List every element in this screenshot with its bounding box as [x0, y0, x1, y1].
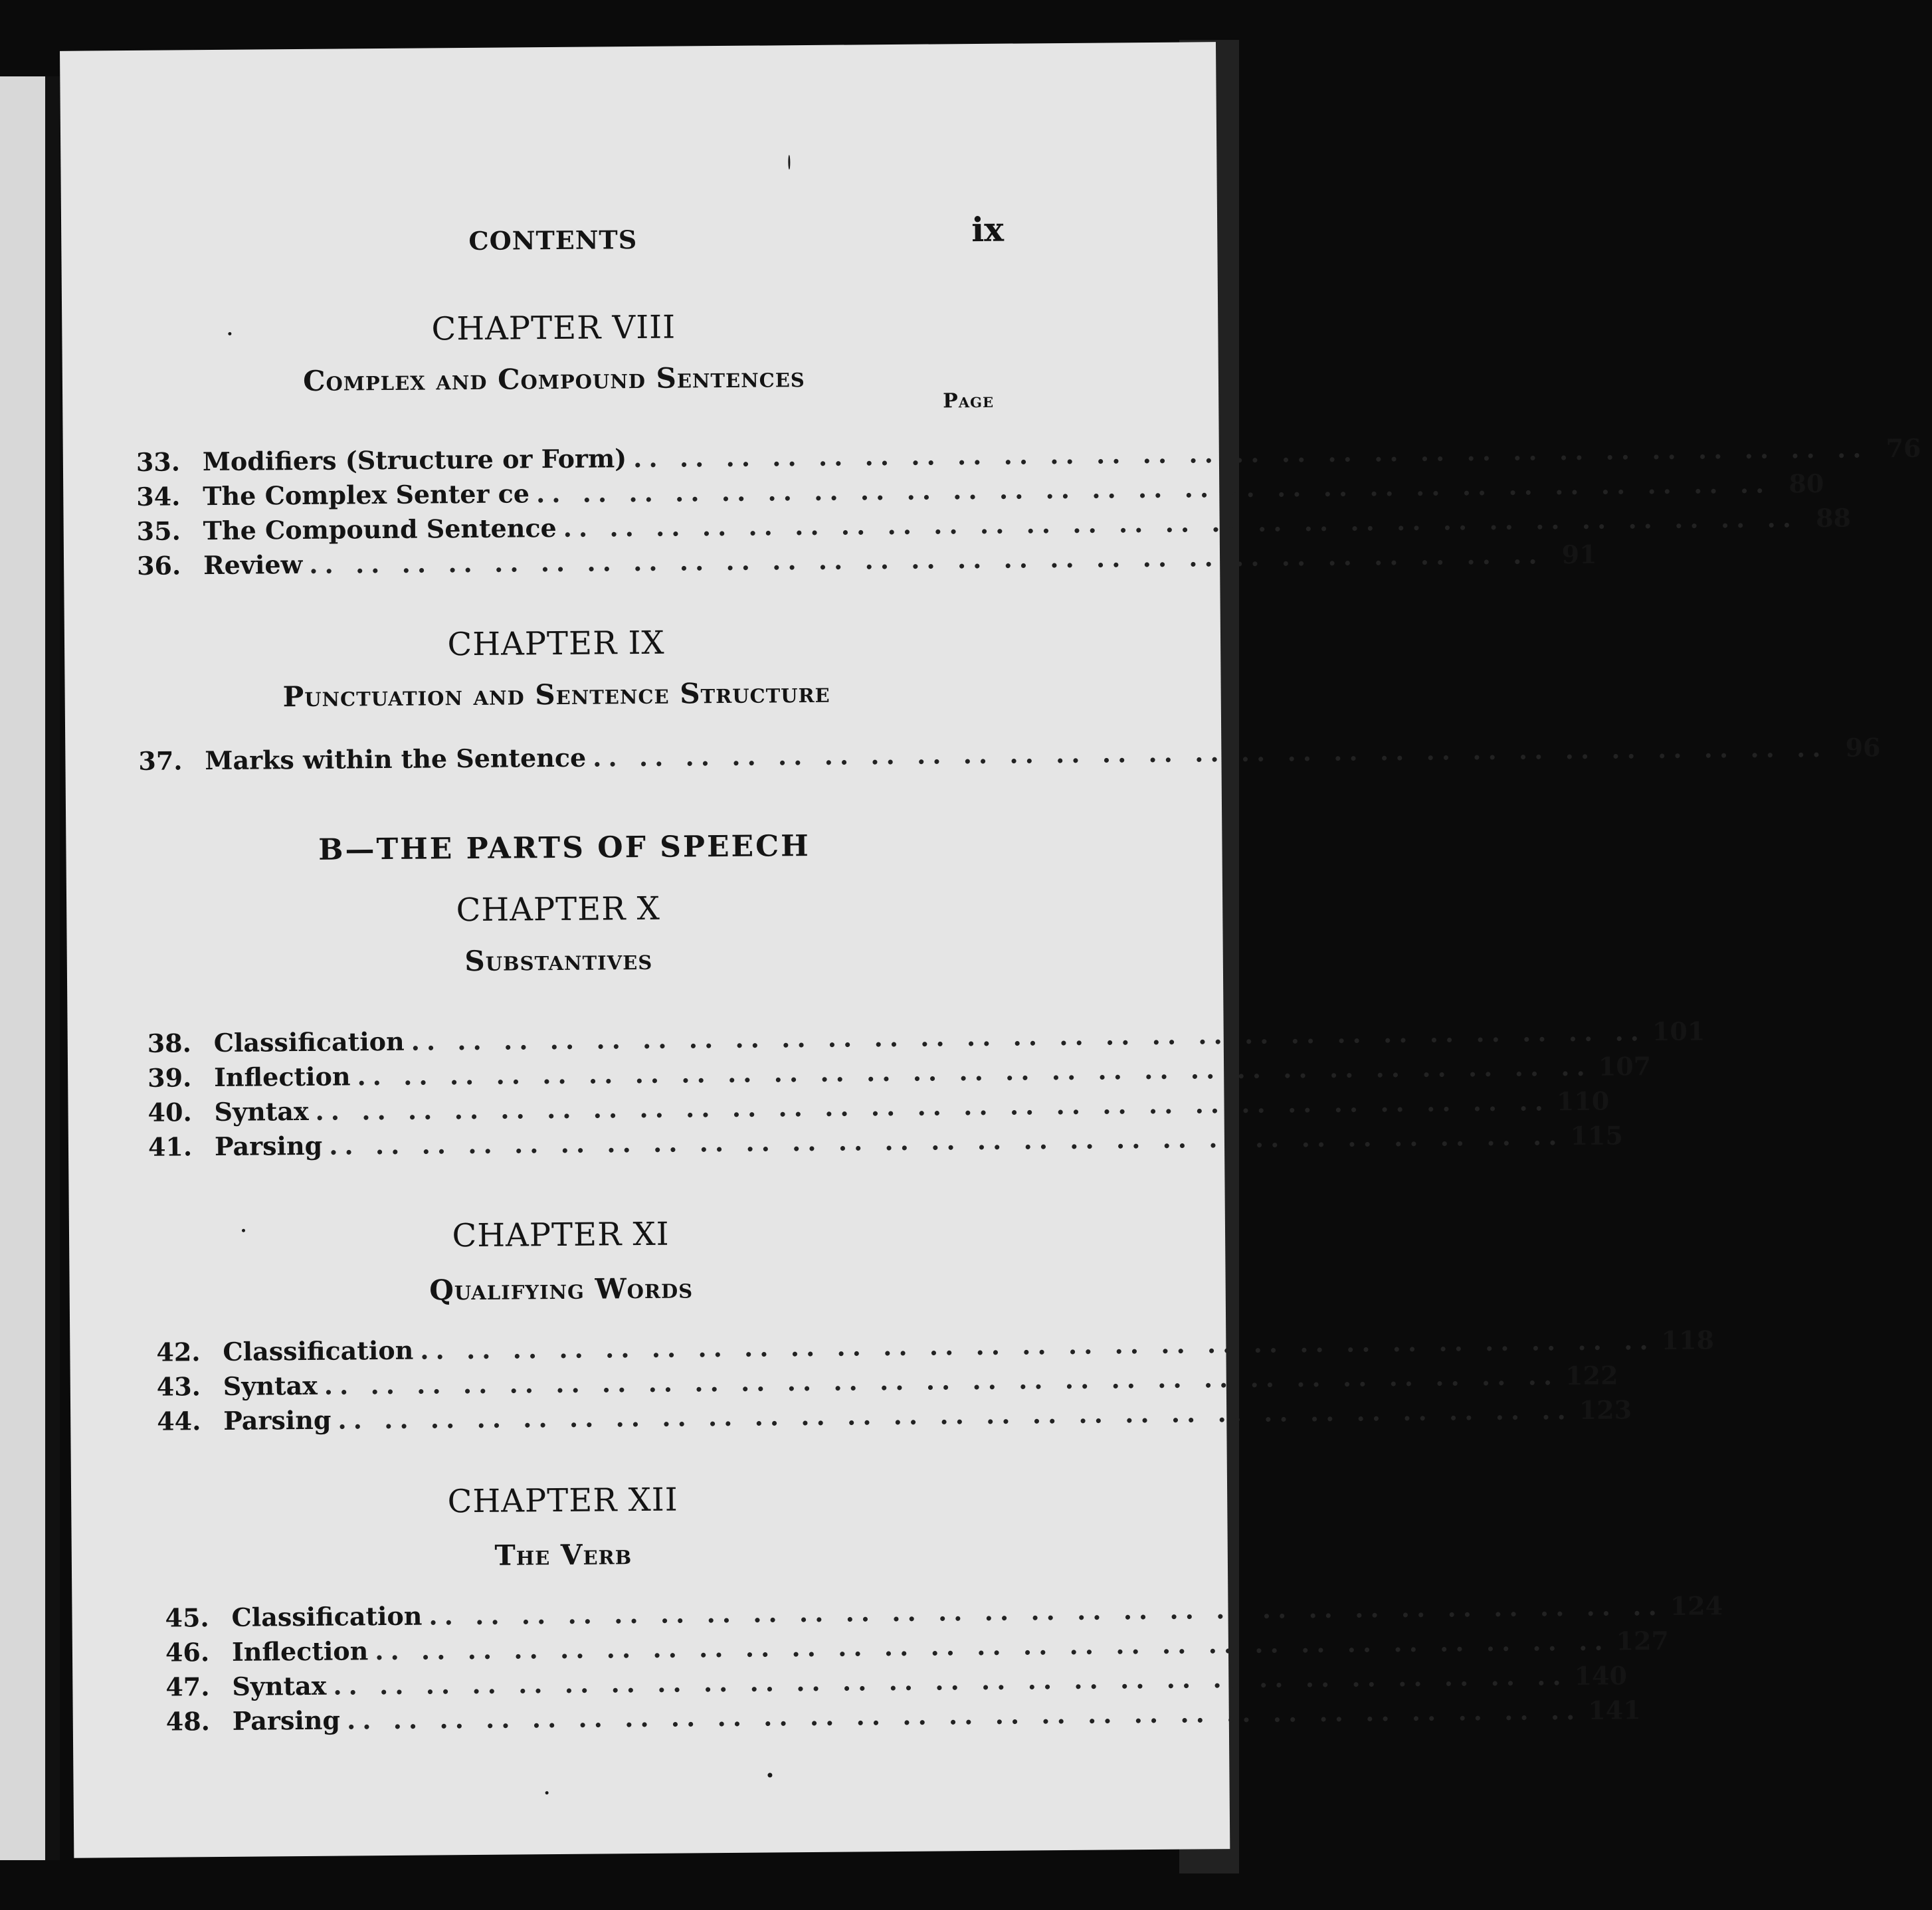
- section-title: Syntax: [223, 1370, 318, 1401]
- section-title: Inflection: [213, 1061, 351, 1093]
- dot-leader: .. .. .. .. .. .. .. .. .. .. .. .. .. .. .. .. .. .. .. .. .. .. .. .. .. .. ..: [333, 1661, 1568, 1701]
- section-number: 40.: [147, 1097, 192, 1127]
- toc-entry[interactable]: [136, 539, 1597, 581]
- dot-leader: .. .. .. .. .. .. .. .. .. .. .. .. .. .. .. .. .. .. .. .. .. .. .. .. .. .. ..: [375, 1626, 1610, 1666]
- dot-leader: .. .. .. .. .. .. .. .. .. .. .. .. .. .. .. .. .. .. .. .. .. .. .. .. .. .. ..: [632, 433, 1868, 474]
- chapter-12-title: CHAPTER XII: [447, 1481, 678, 1521]
- running-head: CONTENTS: [468, 225, 638, 256]
- toc-entry[interactable]: [157, 1394, 1632, 1436]
- contents-page: [60, 42, 1921, 1858]
- section-title: Marks within the Sentence: [205, 742, 587, 776]
- dot-leader: .. .. .. .. .. .. .. .. .. .. .. .. .. .. .. .. .. .. .. .. .. .. .. .. .. .. ..: [563, 503, 1798, 543]
- dot-leader: .. .. .. .. .. .. .. .. .. .. .. .. .. .. .. .. .. .. .. .. .. .. .. .. .. .. ..: [346, 1695, 1582, 1735]
- chapter-10-subtitle: Substantives: [464, 943, 653, 978]
- toc-entry[interactable]: [165, 1695, 1641, 1737]
- dot-leader: .. .. .. .. .. .. .. .. .. .. .. .. .. .. .. .. .. .. .. .. .. .. .. .. .. .. ..: [420, 1325, 1655, 1365]
- section-number: 36.: [136, 550, 181, 581]
- section-title: Syntax: [232, 1670, 327, 1701]
- section-title: Parsing: [232, 1705, 341, 1736]
- section-title: The Compound Sentence: [203, 512, 557, 546]
- scan-speck: [228, 332, 231, 335]
- dot-leader: .. .. .. .. .. .. .. .. .. .. .. .. .. .. .. .. .. .. .. .. .. .. .. .. .. .. ..: [329, 1121, 1564, 1161]
- page-ref: 127: [1616, 1625, 1670, 1656]
- book-gutter: [45, 76, 60, 1860]
- chapter-8-subtitle: Complex and Compound Sentences: [302, 361, 805, 397]
- chapter-11-title: CHAPTER XI: [452, 1215, 670, 1255]
- section-number: 44.: [157, 1406, 201, 1436]
- page-ref: 96: [1845, 732, 1881, 763]
- section-title: Review: [203, 549, 303, 581]
- section-title: Parsing: [214, 1130, 323, 1162]
- toc-entry[interactable]: [147, 1120, 1624, 1162]
- dot-leader: .. .. .. .. .. .. .. .. .. .. .. .. .. .. .. .. .. .. .. .. .. .. .. .. .. .. ..: [593, 732, 1828, 773]
- dot-leader: .. .. .. .. .. .. .. .. .. .. .. .. .. .. .. .. .. .. .. .. .. .. .. .. .. .. ..: [357, 1051, 1592, 1092]
- section-title: Modifiers (Structure or Form): [202, 443, 627, 477]
- page-ref: 123: [1579, 1394, 1632, 1425]
- page-column-head: Page: [943, 389, 995, 413]
- dot-leader: .. .. .. .. .. .. .. .. .. .. .. .. .. .. .. .. .. .. .. .. .. .. .. .. .. .. ..: [535, 468, 1771, 509]
- section-number: 42.: [156, 1337, 201, 1367]
- scan-speck: [242, 1229, 245, 1232]
- section-number: 39.: [147, 1062, 192, 1093]
- page-ref: 140: [1574, 1660, 1628, 1691]
- page-number: ix: [971, 209, 1005, 250]
- page-ref: 107: [1598, 1051, 1652, 1082]
- section-title: Classification: [231, 1600, 423, 1632]
- section-title: Parsing: [223, 1404, 332, 1436]
- chapter-9-title: CHAPTER IX: [447, 624, 665, 664]
- section-number: 45.: [165, 1602, 209, 1633]
- dot-leader: .. .. .. .. .. .. .. .. .. .. .. .. .. .. .. .. .. .. .. .. .. .. .. .. .. .. ..: [338, 1395, 1573, 1435]
- section-number: 34.: [136, 481, 181, 512]
- section-title: The Complex Senter ce: [203, 478, 530, 512]
- section-number: 47.: [165, 1671, 210, 1702]
- page-ref: 122: [1565, 1360, 1618, 1391]
- dot-leader: .. .. .. .. .. .. .. .. .. .. .. .. .. .. .. .. .. .. .. .. .. .. .. .. .. .. ..: [324, 1361, 1559, 1400]
- dot-leader: .. .. .. .. .. .. .. .. .. .. .. .. .. .. .. .. .. .. .. .. .. .. .. .. .. .. ..: [429, 1590, 1664, 1631]
- section-number: 43.: [156, 1371, 201, 1402]
- section-title: Inflection: [231, 1636, 369, 1667]
- chapter-9-subtitle: Punctuation and Sentence Structure: [282, 676, 830, 714]
- chapter-8-title: CHAPTER VIII: [431, 308, 676, 348]
- dot-leader: .. .. .. .. .. .. .. .. .. .. .. .. .. .. .. .. .. .. .. .. .. .. .. .. .. .. ..: [309, 539, 1544, 579]
- page-ref: 141: [1588, 1695, 1641, 1725]
- page-ref: 110: [1556, 1086, 1610, 1117]
- chapter-11-subtitle: Qualifying Words: [429, 1272, 694, 1307]
- page-ref: 101: [1652, 1016, 1705, 1047]
- dot-leader: .. .. .. .. .. .. .. .. .. .. .. .. .. .. .. .. .. .. .. .. .. .. .. .. .. .. ..: [411, 1016, 1646, 1056]
- page-ref: 115: [1570, 1120, 1624, 1151]
- section-title: Syntax: [214, 1096, 309, 1127]
- section-title: Classification: [223, 1335, 414, 1367]
- section-number: 46.: [165, 1637, 210, 1668]
- page-ref: 124: [1670, 1590, 1723, 1621]
- scan-speck: [545, 1791, 549, 1794]
- section-title: Classification: [213, 1026, 405, 1058]
- chapter-10-title: CHAPTER X: [456, 890, 660, 929]
- section-number: 33.: [136, 446, 181, 477]
- page-ref: 80: [1788, 468, 1824, 499]
- page-ref: 91: [1561, 539, 1597, 570]
- section-number: 38.: [147, 1028, 192, 1058]
- section-number: 41.: [147, 1131, 193, 1162]
- section-number: 37.: [138, 745, 183, 776]
- page-ref: 118: [1661, 1325, 1715, 1355]
- section-number: 35.: [136, 516, 181, 546]
- scan-speck: [767, 1772, 772, 1777]
- chapter-12-subtitle: The Verb: [494, 1538, 632, 1572]
- scan-speck: [788, 155, 790, 169]
- section-number: 48.: [165, 1706, 211, 1737]
- page-ref: 76: [1885, 432, 1921, 464]
- page-ref: 88: [1815, 502, 1852, 533]
- dot-leader: .. .. .. .. .. .. .. .. .. .. .. .. .. .. .. .. .. .. .. .. .. .. .. .. .. .. ..: [315, 1086, 1551, 1126]
- part-heading: B—THE PARTS OF SPEECH: [318, 828, 811, 867]
- toc-entry[interactable]: [138, 732, 1881, 776]
